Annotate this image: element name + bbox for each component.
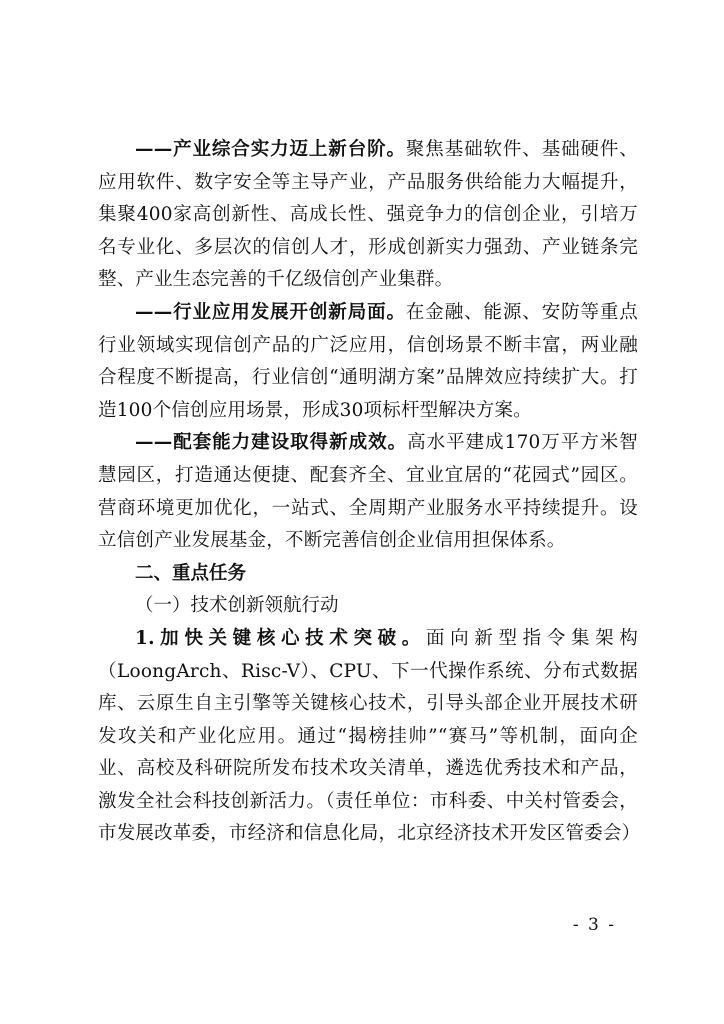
- paragraph-text: 高水平建成170万平方米智慧园区，打造通达便捷、配套齐全、宜业宜居的“花园式”园区。营商环境更加优化，一站式、全周期产业服务水平持续提升。设立信创产业发展基金，不断完善信创企业信用担保体系。: [98, 432, 638, 552]
- page-number: - 3 -: [572, 915, 616, 935]
- paragraph-text: 在金融、能源、安防等重点行业领域实现信创产品的广泛应用，信创场景不断丰富，两业融合程度不断提高，行业信创“通明湖方案”品牌效应持续扩大。打造100个信创应用场景，形成30项标杆型解决方案。: [98, 301, 638, 421]
- paragraph-lead: ——产业综合实力迈上新台阶。: [135, 139, 406, 160]
- paragraph-text: 聚焦基础软件、基础硬件、应用软件、数字安全等主导产业，产品服务供给能力大幅提升，集聚400家高创新性、高成长性、强竞争力的信创企业，引培万名专业化、多层次的信创人才，形成创新实力强劲、产业链条完整、产业生态完善的千亿级信创产业集群。: [98, 139, 638, 291]
- task-paragraph: [98, 623, 641, 851]
- paragraph-industry-strength: [98, 134, 638, 297]
- paragraph-industry-application: [98, 297, 638, 427]
- task-text: 面向新型指令集架构（LoongArch、Risc-V）、CPU、下一代操作系统、分布式数据库、云原生自主引擎等关键核心技术，引导头部企业开展技术研发攻关和产业化应用。通过“揭榜挂帅”“赛马”等机制，面向企业、高校及科研院所发布技术攻关清单，遴选优秀技术和产品，激发全社会科技创新活力。（责任单位：市科委、中关村管委会，市发展改革委，市经济和信息化局，北京经济技术开发区管委会）: [98, 627, 641, 845]
- section-heading: 二、重点任务: [135, 562, 247, 584]
- paragraph-lead: ——配套能力建设取得新成效。: [135, 432, 408, 454]
- document-body: [98, 134, 641, 851]
- subsection-heading: （一）技术创新领航行动: [135, 595, 339, 617]
- paragraph-lead: ——行业应用发展开创新局面。: [135, 301, 406, 323]
- paragraph-supporting-capacity: [98, 427, 638, 557]
- task-lead: 1.加快关键核心技术突破。: [135, 627, 426, 649]
